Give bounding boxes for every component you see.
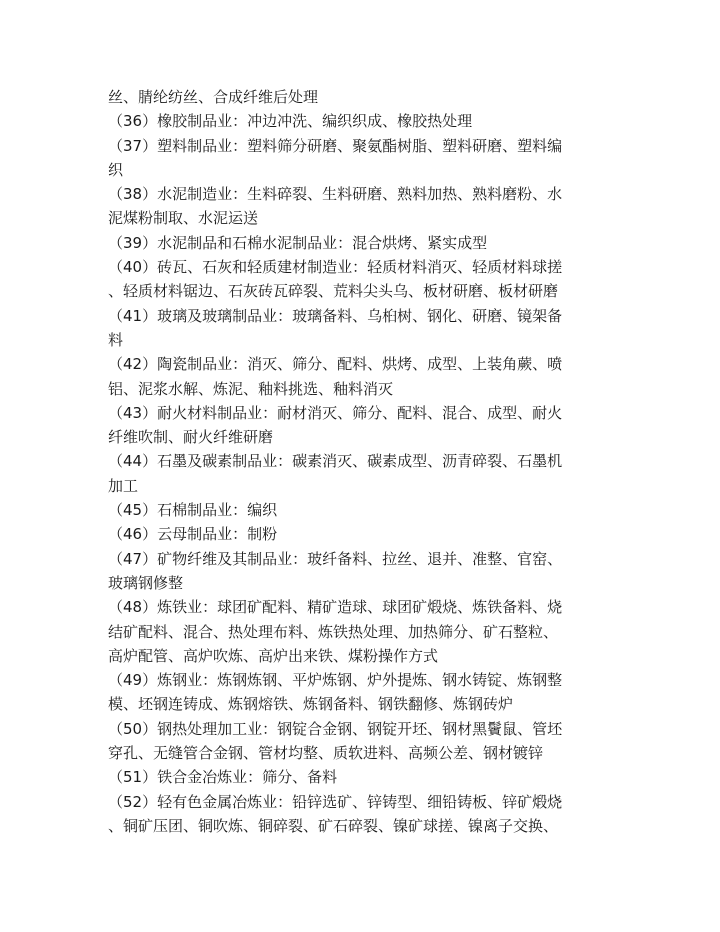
text-line: 料 xyxy=(108,330,124,349)
text-line: （47）矿物纤维及其制品业：玻纤备料、拉丝、退并、准整、官窑、 xyxy=(108,549,563,568)
text-line: （39）水泥制品和石棉水泥制品业：混合烘烤、紧实成型 xyxy=(108,233,488,252)
text-line: 、铜矿压团、铜吹炼、铜碎裂、矿石碎裂、镍矿球搓、镍离子交换、 xyxy=(108,816,559,835)
text-line: （52）轻有色金属冶炼业：铅锌选矿、锌铸型、细铅铸板、锌矿煅烧 xyxy=(108,792,563,811)
text-line: （50）钢热处理加工业：钢锭合金钢、钢锭开坯、钢材黑鬢鼠、管坯 xyxy=(108,719,563,738)
text-line: （45）石棉制品业：编织 xyxy=(108,501,278,520)
text-line: （38）水泥制造业：生料碎裂、生料研磨、熟料加热、熟料磨粉、水 xyxy=(108,185,563,204)
text-line: 、轻质材料锯边、石灰砖瓦碎裂、荒料尖头乌、板材研磨、板材研磨 xyxy=(108,282,559,301)
text-line: （40）砖瓦、石灰和轻质建材制造业：轻质材料消灭、轻质材料球搓 xyxy=(108,258,563,277)
text-line: （49）炼钢业：炼钢炼钢、平炉炼钢、炉外提炼、钢水铸锭、炼钢整 xyxy=(108,671,563,690)
text-line: 高炉配管、高炉吹炼、高炉出来铁、煤粉操作方式 xyxy=(108,646,439,665)
text-line: （42）陶瓷制品业：消灭、筛分、配料、烘烤、成型、上装角蕨、喷 xyxy=(108,355,563,374)
text-line: 铝、泥浆水解、炼泥、釉料挑选、釉料消灭 xyxy=(108,379,394,398)
text-line: （46）云母制品业：制粉 xyxy=(108,525,278,544)
text-line: （51）铁合金冶炼业：筛分、备料 xyxy=(108,768,338,787)
text-line: 模、坯钢连铸成、炼钢熔铁、炼钢备料、钢铁翻修、炼钢砖炉 xyxy=(108,695,514,714)
text-line: （37）塑料制品业：塑料筛分研磨、聚氨酯树脂、塑料研磨、塑料编 xyxy=(108,136,563,155)
text-line: （44）石墨及碳素制品业：碳素消灭、碳素成型、沥青碎裂、石墨机 xyxy=(108,452,563,471)
text-line: 丝、腈纶纺丝、合成纤维后处理 xyxy=(108,88,319,106)
text-line: 加工 xyxy=(108,476,139,495)
text-line: 织 xyxy=(108,160,124,179)
document-body xyxy=(108,85,608,838)
text-line: （41）玻璃及玻璃制品业：玻璃备料、乌桕树、钢化、研磨、镜架备 xyxy=(108,306,563,325)
text-line: 泥煤粉制取、水泥运送 xyxy=(108,209,259,228)
text-line: （36）橡胶制品业：冲边冲洗、编织织成、橡胶热处理 xyxy=(108,112,473,131)
text-line: 纤维吹制、耐火纤维研磨 xyxy=(108,428,274,447)
text-line: 玻璃钢修整 xyxy=(108,573,184,592)
text-line: （43）耐火材料制品业：耐材消灭、筛分、配料、混合、成型、耐火 xyxy=(108,403,563,422)
text-line: （48）炼铁业：球团矿配料、精矿造球、球团矿煅烧、炼铁备料、烧 xyxy=(108,598,563,617)
text-line: 穿孔、无缝管合金钢、管材均整、质软进料、高频公差、钢材镀锌 xyxy=(108,744,544,763)
text-line: 结矿配料、混合、热处理布料、炼铁热处理、加热筛分、矿石整粒、 xyxy=(108,622,559,641)
